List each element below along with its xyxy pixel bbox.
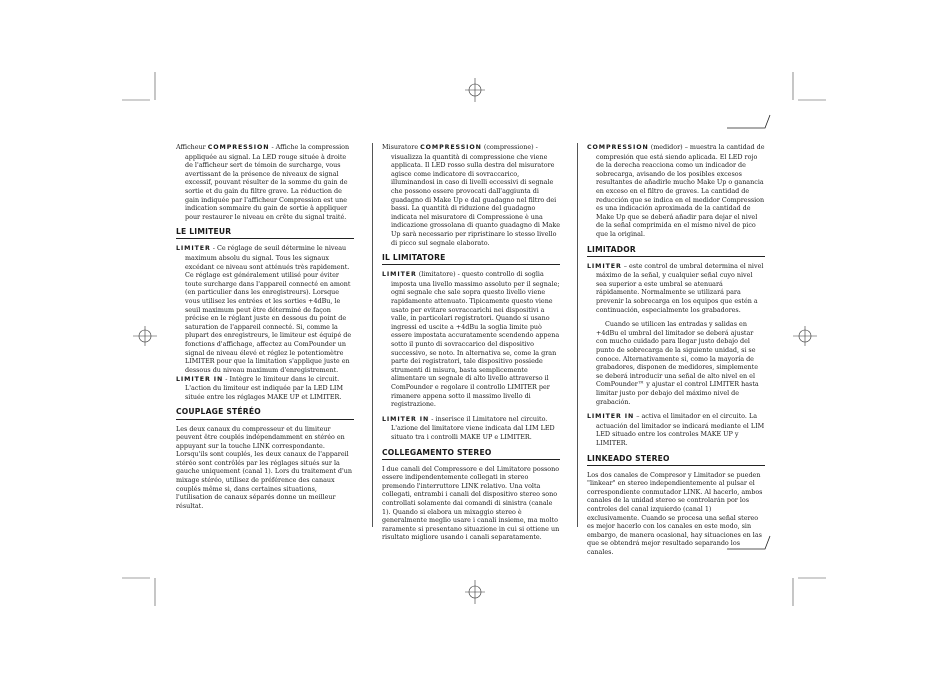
link-paragraph: I due canali del Compressore e del Limitatore possono essere indipendentemente collegati in stereo premendo l'interruttore LINK relativo. Una volta collegati, entrambi i canali del dispositivo stereo sono controllati solamente dai comandi di sinistra (canale 1). Quando si elabora un mixaggio stereo è generalmente meglio usare i canali insieme, ma molto raramente si presentano situazione in cui si ottiene un risultato migliore usando i canali separatamente. — [382, 464, 560, 542]
limiter-in-paragraph: LIMITER IN - inserisce il Limitatore nel circuito. L'azione del limitatore viene indicata dal LIM LED situato tra i controlli MAKE UP e LIMITER. — [382, 414, 555, 441]
limiter-in-keyword: LIMITER IN — [176, 375, 224, 383]
column-spanish — [587, 143, 765, 557]
limiter-in-paragraph: LIMITER IN – activa el limitador en el circuito. La actuación del limitador se indicará mediante el LIM LED situado entre los controles MAKE UP y LIMITER. — [587, 412, 765, 447]
limiter-paragraph: LIMITER – este control de umbral determina el nivel máximo de la señal, y cualquier señal cuyo nivel sea superior a este umbral se atenuará rápidamente. Normalmente se utilizará para prevenir la sobrecarga en los equipos que estén a continuación, especialmente los grabadores. — [587, 261, 764, 314]
compression-meter-paragraph: Misuratore COMPRESSION (compressione) - visualizza la quantità di compressione che viene applicata. Il LED rosso sulla destra del misuratore agisce come indicatore di sovraccarico, illuminandosi in caso di livelli eccessivi di segnale che possono essere provocati dall'aggiunta di guadagno di Make Up e dal guadagno nel filtro dei bassi. La quantità di riduzione del guadagno indicata nel misuratore di Compressione è una indicazione grossolana di quanto guadagno di Make Up sarà necessario per ripristinare lo stesso livello di picco sul segnale elaborato. — [382, 143, 561, 247]
page-edge-tick-top — [727, 115, 770, 128]
compression-keyword: COMPRESSION — [587, 144, 649, 151]
limiter-paragraph: LIMITER - Ce réglage de seuil détermine le niveau maximum absolu du signal. Tous les signaux excédant ce niveau sont atténués très rapidement. Ce réglage est généralement utilisé pour éviter toute surcharge dans l'appareil connecté en amont (en particulier dans les enregistreurs). Lorsque vous utilisez les entrées et les sorties +4dBu, le seuil maximum peut être déterminé de façon précise en le réglant juste en dessous du point de saturation de l'appareil connecté. Si, comme la plupart des enregistreurs, le limiteur est équipé de fonctions d'affichage, affectez au ComPounder un signal de niveau élevé et réglez le potentiomètre LIMITER pour que la limitation s'applique juste en dessous du niveau maximum d'enregistrement. — [176, 244, 352, 374]
limiter-keyword: LIMITER — [176, 245, 211, 253]
coupling-paragraph: Les deux canaux du compresseur et du limiteur peuvent être couplés indépendamment en stéréo en appuyant sur la touche LINK correspondante. Lorsqu'ils sont couplés, les deux canaux de l'appareil stéréo sont contrôlés par les réglages situés sur la gauche uniquement (canal 1). Lors du traitement d'un mixage stéréo, utilisez de préférence des canaux couplés même si, dans certaines situations, l'utilisation de canaux séparés donne un meilleur résultat. — [176, 424, 353, 510]
compression-keyword: COMPRESSION — [207, 144, 270, 151]
section-heading-limitatore: IL LIMITATORE — [382, 254, 560, 265]
registration-mark-left — [133, 326, 157, 346]
registration-mark-bottom — [465, 580, 485, 604]
section-heading-limiteur: LE LIMITEUR — [176, 228, 354, 239]
column-french — [176, 143, 354, 510]
compression-meter-paragraph: COMPRESSION (medidor) – muestra la cantidad de compresión que está siendo aplicada. El LED rojo de la derecha reacciona como un indicador de sobrecarga, avisando de los posibles excesos resultantes de añadirle mucho Make Up o ganancia en exceso en el filtro de graves. La cantidad de reducción que se indica en el medidor Compression es una indicación aproximada de la cantidad de Make Up que se deberá añadir para dejar el nivel de la señal comprimida en el mismo nivel de pico que la original. — [587, 143, 765, 238]
limiter-in-keyword: LIMITER IN — [382, 415, 430, 423]
limiter-second-paragraph: Cuando se utilicen las entradas y salidas en +4dBu el umbral del limitador se deberá ajustar con mucho cuidado para llegar justo debajo del punto de sobrecarga de la siguiente unidad, si se conoce. Alternativamente si, como la mayoría de grabadores, disponen de medidores, simplemente se deberá introducir una señal de alto nivel en el ComPounder™ y ajustar el control LIMITER hasta limitar justo por debajo del máximo nivel de grabación. — [596, 320, 759, 406]
limiter-keyword: LIMITER — [382, 271, 417, 279]
section-heading-linkeado: LINKEADO STEREO — [587, 455, 765, 466]
limiter-in-keyword: LIMITER IN — [587, 413, 635, 421]
compression-keyword: COMPRESSION — [420, 144, 482, 151]
compression-display-paragraph: Afficheur COMPRESSION - Affiche la compression appliquée au signal. La LED rouge située à droite de l'afficheur sert de témoin de surcharge, vous avertissant de la présence de niveaux de signal excessif, pouvant résulter de la somme du gain de sortie et du gain du filtre grave. La réduction de gain indiquée par l'afficheur Compression est une indication sommaire du gain de sortie à appliquer pour restaurer le niveau en crête du signal traité. — [176, 143, 350, 221]
registration-mark-top — [465, 78, 485, 102]
column-divider-2 — [577, 143, 578, 527]
link-paragraph: Los dos canales de Compresor y Limitador se pueden "linkear" en stereo independientemente al pulsar el correspondiente conmutador LINK. Al hacerlo, ambos canales de la unidad stereo se controlarán por los controles del canal izquierdo (canal 1) exclusivamente. Cuando se procesa una señal stereo es mejor hacerlo con los canales en este modo, sin embargo, de manera ocasional, hay situaciones en las que se obtendrá mejor resultado separando los canales. — [587, 470, 763, 556]
limiter-paragraph: LIMITER (limitatore) - questo controllo di soglia imposta una livello massimo assoluto per il segnale; ogni segnale che sale sopra questo livello viene rapidamente attenuato. Tipicamente questo viene usato per evitare sovraccarichi nei dispositivi a valle, in particolari registratori. Quando si usano ingressi ed uscite a +4dBu la soglia limite può essere impostata accuratamente scendendo appena sotto il punto di sovraccarico del dispositivo successivo, se noto. In alternativa se, come la gran parte dei registratori, tale dispositivo possiede strumenti di misura, basta semplicemente alimentare un segnale di alto livello attraverso il ComPounder e regolare il controllo LIMITER per rimanere appena sotto il massimo livello di registrazione. — [382, 270, 560, 409]
section-heading-collegamento: COLLEGAMENTO STEREO — [382, 449, 560, 460]
column-divider-1 — [372, 143, 373, 527]
column-italian — [382, 143, 560, 542]
section-heading-limitador: LIMITADOR — [587, 246, 765, 257]
registration-mark-right — [793, 326, 817, 346]
section-heading-couplage: COUPLAGE STÉRÉO — [176, 408, 354, 419]
limiter-keyword: LIMITER — [587, 262, 622, 270]
limiter-in-paragraph: LIMITER IN - Intègre le limiteur dans le circuit. L'action du limiteur est indiquée par la LED LIM située entre les réglages MAKE UP et LIMITER. — [176, 374, 343, 401]
